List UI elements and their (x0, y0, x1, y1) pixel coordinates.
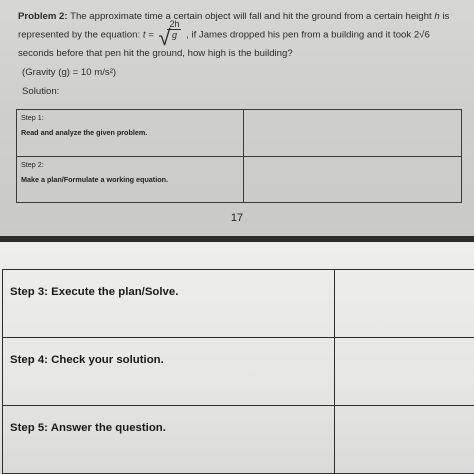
radical-sign-icon: √ (158, 25, 171, 50)
page-number: 17 (230, 212, 244, 224)
problem-label: Problem 2: (18, 11, 68, 22)
step-1-description: Read and analyze the given problem. (21, 128, 148, 137)
worksheet-page-top (0, 0, 474, 236)
step-1-cell (17, 110, 244, 157)
problem-text-1: The approximate time a certain object will fall and hit the ground from a certain height (70, 11, 432, 22)
step-2-answer-cell[interactable] (244, 156, 462, 203)
step-4-cell: Step 4: Check your solution. (3, 338, 335, 406)
table-row (3, 270, 474, 338)
problem-text-3: , if James dropped his pen from a building and it took 2√6 seconds before that pen hit the ground, how high is the building? (18, 29, 430, 59)
worksheet-page-bottom (0, 242, 474, 474)
gravity-note: (Gravity (g) = 10 m/s²) (22, 67, 117, 78)
problem-var-h: h (434, 11, 440, 22)
steps-table-bottom (2, 269, 474, 474)
step-1-heading: Step 1: (21, 113, 44, 122)
fraction-denominator: g (171, 30, 177, 41)
step-4-answer-cell[interactable] (335, 338, 474, 406)
table-row (3, 338, 474, 406)
step-2-description: Make a plan/Formulate a working equation. (21, 174, 168, 184)
step-2-cell (17, 156, 244, 203)
step-2-heading: Step 2: (21, 159, 44, 169)
step-3-cell: Step 3: Execute the plan/Solve. (3, 270, 335, 338)
steps-table-top (16, 109, 462, 203)
table-row (17, 156, 462, 203)
solution-label: Solution: (22, 86, 60, 97)
step-3-answer-cell[interactable] (335, 270, 474, 338)
fraction-numerator: 2h (169, 19, 180, 30)
problem-statement (18, 8, 464, 63)
equation-lhs: t = (142, 29, 154, 41)
table-row (17, 110, 462, 157)
square-root-expression (158, 19, 181, 50)
table-row (3, 406, 474, 474)
step-1-answer-cell[interactable] (244, 110, 462, 157)
step-5-answer-cell[interactable] (335, 406, 474, 474)
step-5-cell: Step 5: Answer the question. (3, 406, 335, 474)
problem-text-2: is represented by the equation: (18, 11, 450, 41)
